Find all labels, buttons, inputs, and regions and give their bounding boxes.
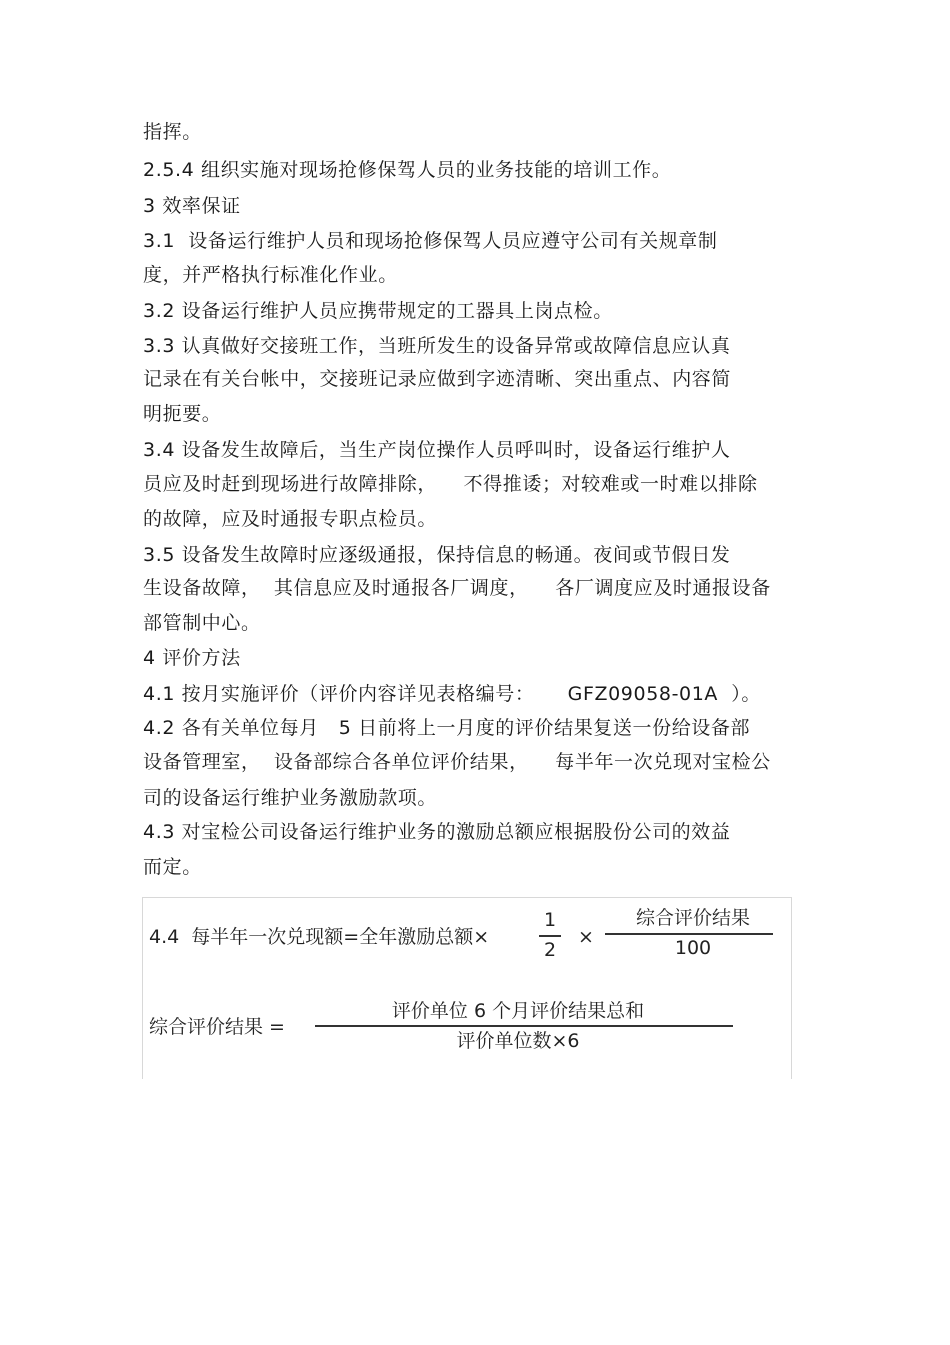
- fraction-bar: [539, 935, 561, 937]
- text-line: 2.5.4 组织实施对现场抢修保驾人员的业务技能的培训工作。: [143, 159, 672, 181]
- text-line: 而定。: [143, 856, 202, 878]
- text-line: 4.1 按月实施评价（评价内容详见表格编号： GFZ09058-01A ）。: [143, 683, 761, 705]
- text-line: 的故障，应及时通报专职点检员。: [143, 508, 438, 530]
- formula-2-left: 综合评价结果 =: [149, 1016, 285, 1038]
- text-line: 记录在有关台帐中，交接班记录应做到字迹清晰、突出重点、内容简: [143, 368, 732, 390]
- fraction-half-numerator: 1: [543, 909, 557, 931]
- text-line: 部管制中心。: [143, 612, 261, 634]
- text-line: 4.2 各有关单位每月 5 日前将上一月度的评价结果复送一份给设备部: [143, 717, 751, 739]
- times-sign: ×: [578, 926, 594, 948]
- fraction-bar: [315, 1025, 733, 1027]
- formula-1-left: 4.4 每半年一次兑现额=全年激励总额×: [149, 926, 490, 948]
- section-heading: 4 评价方法: [143, 647, 241, 669]
- text-line: 3.1 设备运行维护人员和现场抢修保驾人员应遵守公司有关规章制: [143, 230, 718, 252]
- section-heading: 3 效率保证: [143, 195, 241, 217]
- fraction-result-denominator: 100: [674, 937, 712, 959]
- text-line: 司的设备运行维护业务激励款项。: [143, 787, 438, 809]
- formula-2-numerator: 评价单位 6 个月评价结果总和: [391, 1000, 645, 1022]
- text-line: 4.3 对宝检公司设备运行维护业务的激励总额应根据股份公司的效益: [143, 821, 731, 843]
- text-line: 3.2 设备运行维护人员应携带规定的工器具上岗点检。: [143, 300, 613, 322]
- fraction-bar: [605, 933, 773, 935]
- formula-image: [142, 897, 792, 1079]
- fraction-half-denominator: 2: [543, 939, 557, 961]
- text-line: 度，并严格执行标准化作业。: [143, 264, 398, 286]
- text-line: 3.3 认真做好交接班工作，当班所发生的设备异常或故障信息应认真: [143, 335, 731, 357]
- text-line: 3.4 设备发生故障后，当生产岗位操作人员呼叫时，设备运行维护人: [143, 439, 731, 461]
- text-line: 设备管理室， 设备部综合各单位评价结果， 每半年一次兑现对宝检公: [143, 751, 771, 773]
- text-line: 生设备故障， 其信息应及时通报各厂调度， 各厂调度应及时通报设备: [143, 577, 771, 599]
- text-line: 员应及时赶到现场进行故障排除， 不得推诿；对较难或一时难以排除: [143, 473, 758, 495]
- text-line: 3.5 设备发生故障时应逐级通报，保持信息的畅通。夜间或节假日发: [143, 544, 731, 566]
- formula-2-denominator: 评价单位数×6: [456, 1030, 580, 1052]
- fraction-result-numerator: 综合评价结果: [635, 907, 750, 929]
- text-line: 指挥。: [143, 121, 202, 143]
- text-line: 明扼要。: [143, 403, 222, 425]
